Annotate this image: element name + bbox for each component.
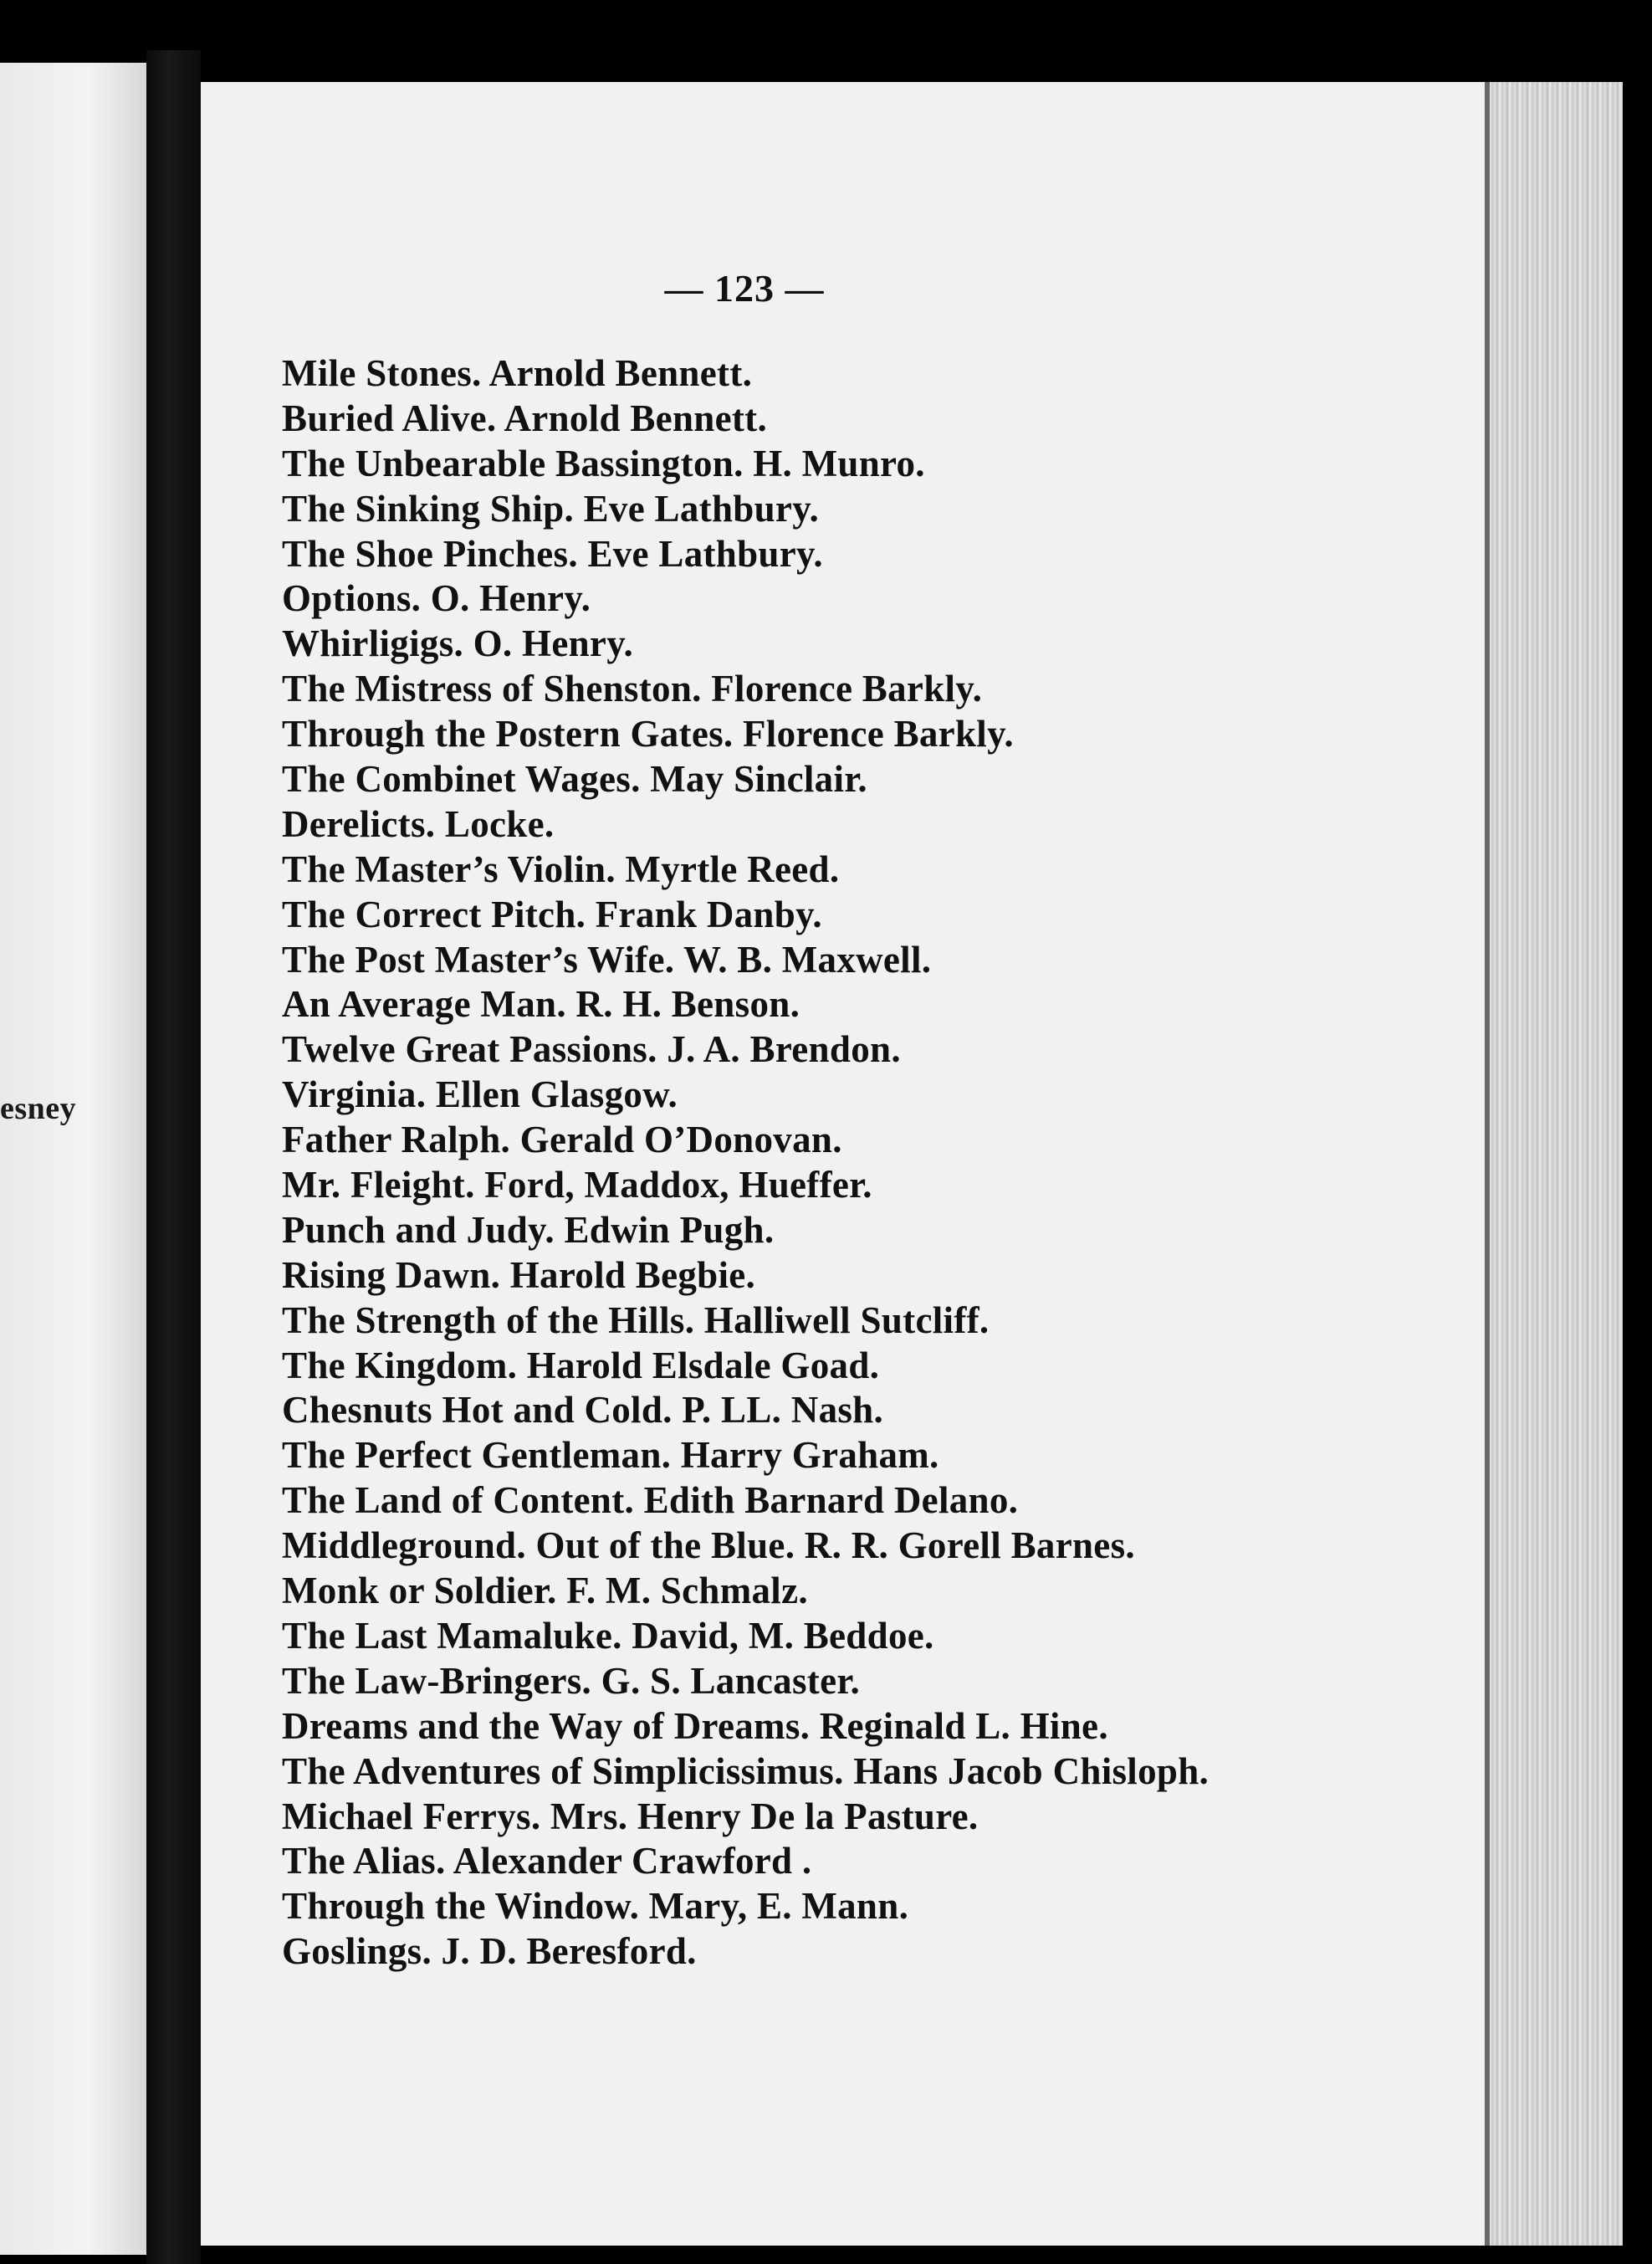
book-entry: The Mistress of Shenston. Florence Barkly. (282, 668, 983, 710)
book-entry: Whirligigs. O. Henry. (282, 622, 634, 665)
scan-border-bottom (201, 2246, 1623, 2264)
book-entry: Twelve Great Passions. J. A. Brendon. (282, 1028, 901, 1071)
book-entry: Mile Stones. Arnold Bennett. (282, 352, 753, 394)
book-entry: The Sinking Ship. Eve Lathbury. (282, 487, 820, 530)
book-entry: The Combinet Wages. May Sinclair. (282, 758, 867, 801)
book-entry: Through the Postern Gates. Florence Barkly. (282, 713, 1014, 756)
book-entry: The Alias. Alexander Crawford . (282, 1840, 812, 1882)
book-entry: Mr. Fleight. Ford, Maddox, Hueffer. (282, 1164, 872, 1206)
book-entry: Through the Window. Mary, E. Mann. (282, 1885, 909, 1928)
book-entry: The Master’s Violin. Myrtle Reed. (282, 848, 840, 890)
book-gutter (146, 50, 201, 2264)
page-number: — 123 — (664, 267, 825, 310)
book-entry: The Kingdom. Harold Elsdale Goad. (282, 1344, 880, 1386)
book-entry: The Last Mamaluke. David, M. Beddoe. (282, 1614, 934, 1657)
book-entry: The Adventures of Simplicissimus. Hans Jacob Chisloph. (282, 1749, 1210, 1792)
book-entry: Dreams and the Way of Dreams. Reginald L. Hine. (282, 1704, 1108, 1747)
book-entry: The Shoe Pinches. Eve Lathbury. (282, 532, 823, 575)
book-entry: The Unbearable Bassington. H. Munro. (282, 442, 925, 484)
page-edge-shadow (1485, 82, 1490, 2246)
book-entry: The Post Master’s Wife. W. B. Maxwell. (282, 938, 932, 981)
book-entry: Chesnuts Hot and Cold. P. LL. Nash. (282, 1389, 884, 1432)
book-entry: Father Ralph. Gerald O’Donovan. (282, 1119, 842, 1161)
book-entry: The Correct Pitch. Frank Danby. (282, 893, 822, 935)
book-entry: Virginia. Ellen Glasgow. (282, 1073, 678, 1116)
book-entry: The Law-Bringers. G. S. Lancaster. (282, 1659, 861, 1702)
book-entry: An Average Man. R. H. Benson. (282, 983, 800, 1026)
page-edges (1485, 82, 1623, 2246)
left-facing-page (0, 63, 146, 2255)
book-entry: The Perfect Gentleman. Harry Graham. (282, 1434, 939, 1477)
book-entry: Options. O. Henry. (282, 577, 591, 620)
book-entry: Monk or Soldier. F. M. Schmalz. (282, 1570, 808, 1612)
book-entry: Goslings. J. D. Beresford. (282, 1930, 697, 1973)
book-entry: Rising Dawn. Harold Begbie. (282, 1253, 756, 1296)
book-entry: Punch and Judy. Edwin Pugh. (282, 1208, 775, 1251)
book-entry: Middleground. Out of the Blue. R. R. Gorell Barnes. (282, 1524, 1135, 1567)
book-entry: Michael Ferrys. Mrs. Henry De la Pasture. (282, 1795, 979, 1837)
left-page-text-fragment: esney (0, 1091, 77, 1126)
book-entry: The Strength of the Hills. Halliwell Sutcliff. (282, 1298, 990, 1341)
book-list (282, 351, 1209, 1975)
book-entry: Buried Alive. Arnold Bennett. (282, 397, 767, 439)
book-entry: Derelicts. Locke. (282, 802, 555, 845)
book-entry: The Land of Content. Edith Barnard Delano. (282, 1479, 1019, 1522)
